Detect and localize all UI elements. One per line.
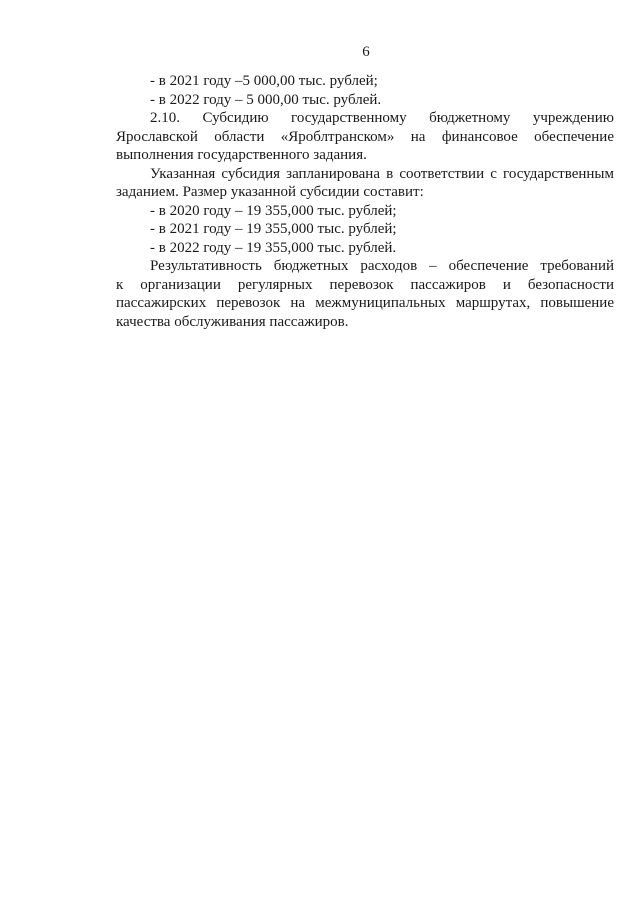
- paragraph-result: [116, 257, 614, 331]
- paragraph-line: 2.10. Субсидию государственному бюджетному учреждению: [150, 110, 614, 126]
- paragraph-line: Ярославской области «Яроблтранском» на финансовое обеспечение: [116, 128, 614, 145]
- paragraph-line: Результативность бюджетных расходов – обеспечение требований: [150, 258, 614, 274]
- list-item: - в 2022 году – 19 355,000 тыс. рублей.: [150, 239, 397, 256]
- page-number: 6: [362, 44, 370, 60]
- paragraph-line: пассажирских перевозок на межмуниципальных маршрутах, повышение: [116, 295, 614, 311]
- paragraph-2-10: [116, 109, 614, 165]
- list-item: - в 2021 году – 19 355,000 тыс. рублей;: [150, 221, 397, 237]
- paragraph-line: качества обслуживания пассажиров.: [116, 313, 349, 330]
- paragraph-line: выполнения государственного задания.: [116, 147, 367, 163]
- paragraph-line: к организации регулярных перевозок пассажиров и безопасности: [116, 276, 614, 293]
- document-body: [116, 72, 614, 331]
- paragraph-subsidy: [116, 165, 614, 202]
- list-item: - в 2021 году –5 000,00 тыс. рублей;: [150, 73, 378, 89]
- paragraph-line: заданием. Размер указанной субсидии составит:: [116, 184, 424, 200]
- list-item: - в 2020 году – 19 355,000 тыс. рублей;: [150, 202, 397, 219]
- paragraph-line: Указанная субсидия запланирована в соответствии с государственным: [150, 165, 614, 182]
- list-item: - в 2022 году – 5 000,00 тыс. рублей.: [150, 91, 382, 108]
